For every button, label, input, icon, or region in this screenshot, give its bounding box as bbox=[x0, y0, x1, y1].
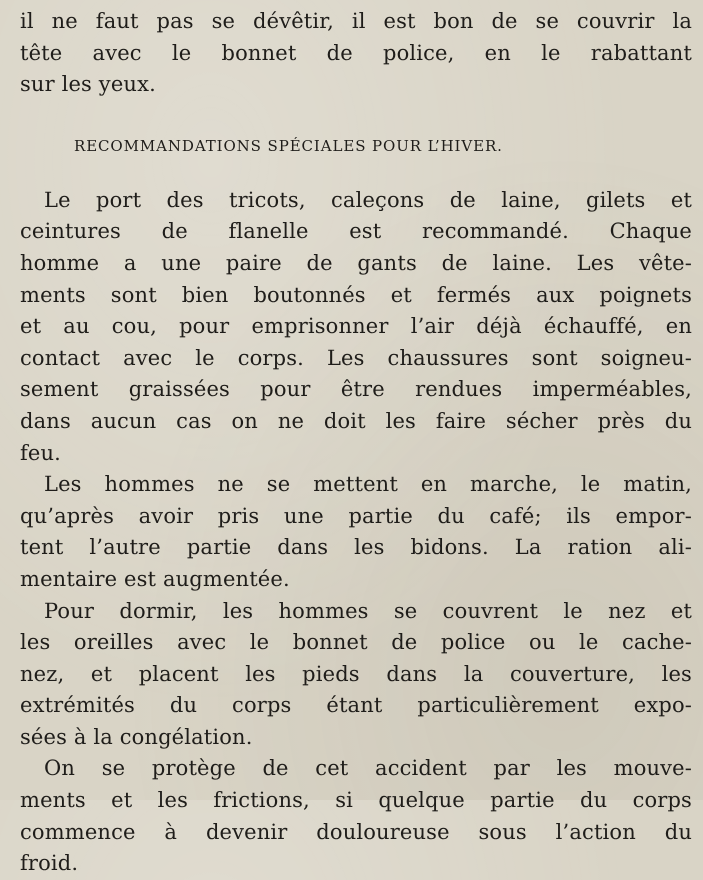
text-line: sées à la congélation. bbox=[20, 724, 253, 749]
text-line: Pour dormir, les hommes se couvrent le nez et bbox=[44, 598, 692, 623]
text-line: sement graissées pour être rendues imperméables, bbox=[20, 377, 692, 402]
text-line: Les hommes ne se mettent en marche, le matin, bbox=[44, 472, 692, 497]
intro-paragraph bbox=[20, 6, 703, 101]
text-line: contact avec le corps. Les chaussures sont soigneu- bbox=[20, 345, 692, 370]
paragraph-protection bbox=[20, 753, 703, 879]
text-line: nez, et placent les pieds dans la couverture, les bbox=[20, 661, 692, 686]
text-line: mentaire est augmentée. bbox=[20, 566, 290, 591]
text-line: et au cou, pour emprisonner l’air déjà échauffé, en bbox=[20, 314, 692, 339]
text-line: dans aucun cas on ne doit les faire sécher près du bbox=[20, 408, 692, 433]
text-line: ceintures de flanelle est recommandé. Chaque bbox=[20, 219, 692, 244]
text-line: ments sont bien boutonnés et fermés aux poignets bbox=[20, 282, 692, 307]
text-line: homme a une paire de gants de laine. Les vête- bbox=[20, 250, 692, 275]
text-line: il ne faut pas se dévêtir, il est bon de se couvrir la bbox=[20, 9, 692, 33]
text-line: froid. bbox=[20, 851, 79, 876]
paragraph-sleeping bbox=[20, 596, 703, 754]
text-line: sur les yeux. bbox=[20, 72, 156, 97]
text-line: les oreilles avec le bonnet de police ou le cache- bbox=[20, 630, 692, 655]
text-line: ments et les frictions, si quelque partie du corps bbox=[20, 788, 692, 813]
text-line: On se protège de cet accident par les mouve- bbox=[44, 756, 692, 781]
text-line: feu. bbox=[20, 440, 62, 465]
text-line: qu’après avoir pris une partie du café; ils empor- bbox=[20, 503, 692, 528]
paragraph-clothing bbox=[20, 185, 703, 469]
text-line: tête avec le bonnet de police, en le rabattant bbox=[20, 40, 692, 65]
text-line: extrémités du corps étant particulièrement expo- bbox=[20, 693, 692, 718]
section-heading: RECOMMANDATIONS SPÉCIALES POUR L’HIVER. bbox=[74, 136, 503, 155]
text-line: Le port des tricots, caleçons de laine, gilets et bbox=[44, 187, 692, 212]
text-line: tent l’autre partie dans les bidons. La ration ali- bbox=[20, 535, 692, 560]
paragraph-marching bbox=[20, 469, 703, 595]
text-line: commence à devenir douloureuse sous l’action du bbox=[20, 819, 692, 844]
